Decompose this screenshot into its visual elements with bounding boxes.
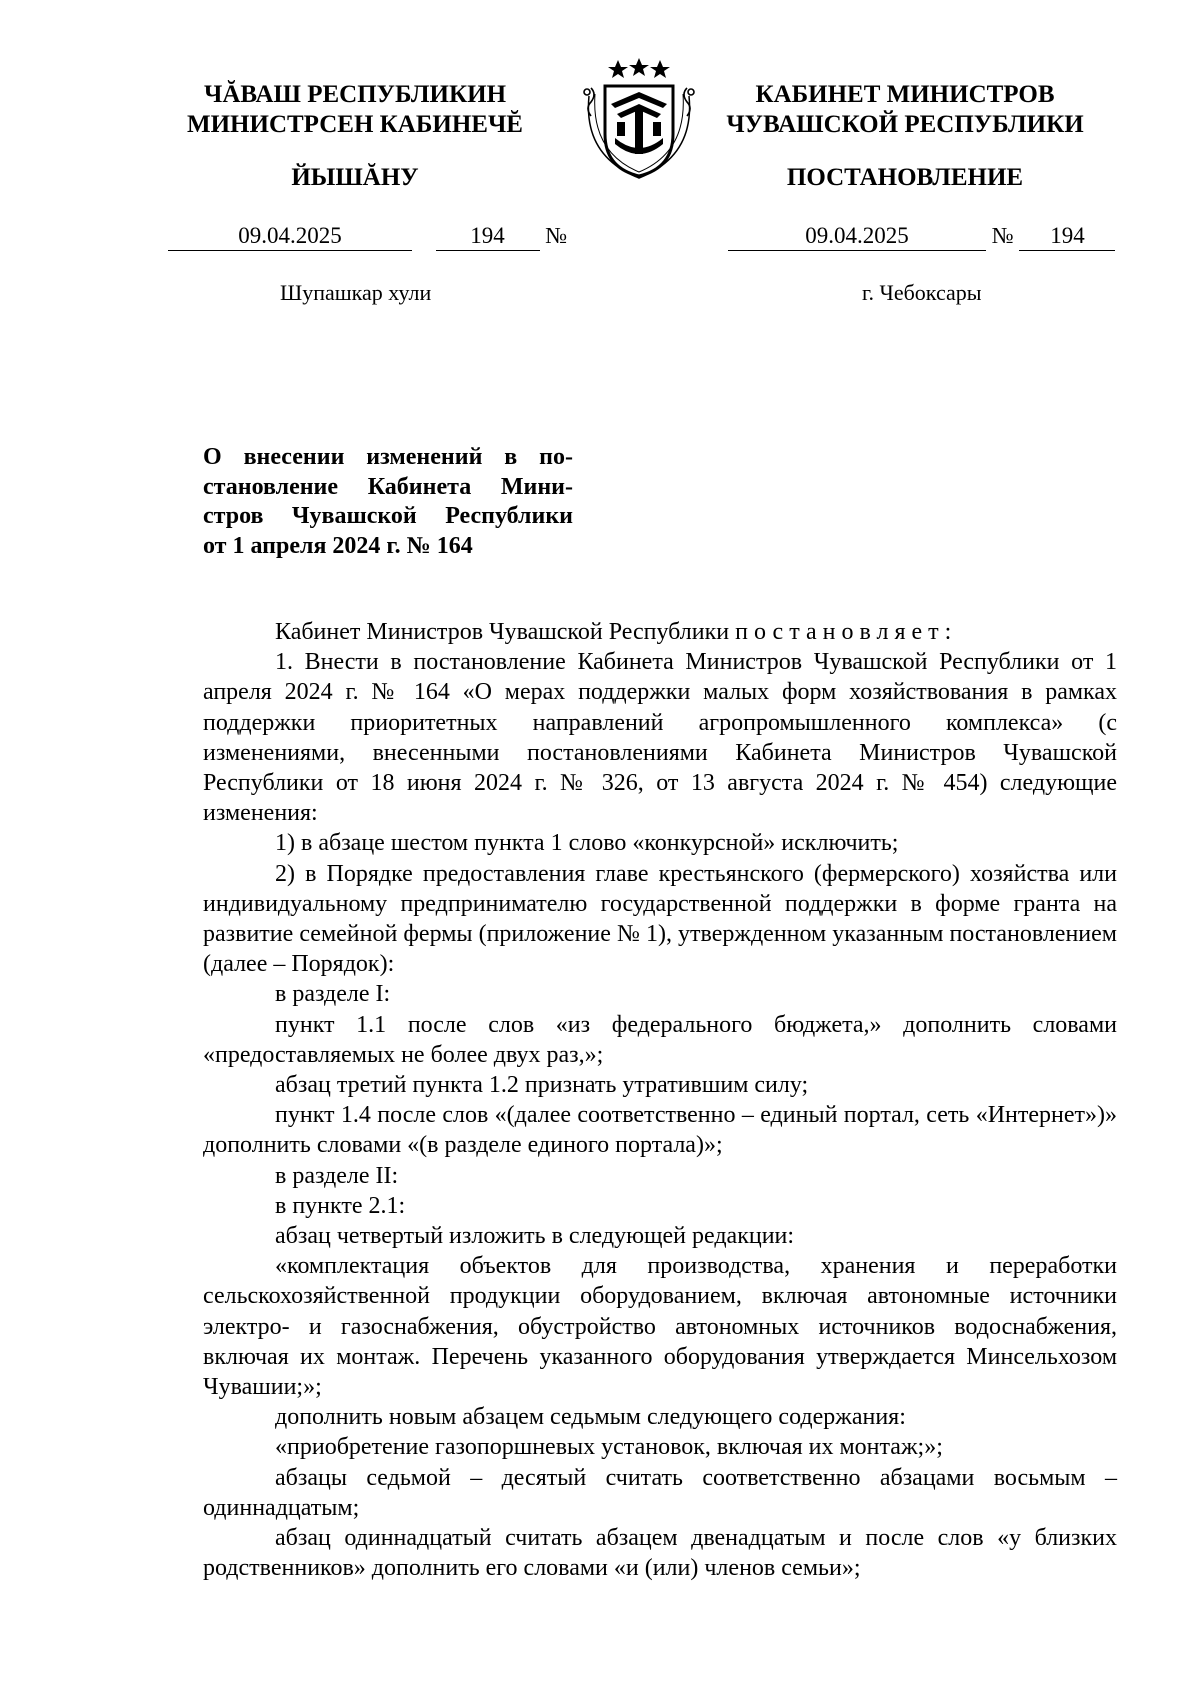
body-paragraph: в пункте 2.1: <box>275 1192 406 1219</box>
registration-left-date: 09.04.2025 <box>168 222 412 251</box>
body-paragraph: «приобретение газопоршневых установок, включая их монтаж;»; <box>275 1434 943 1461</box>
header-right <box>710 80 1100 140</box>
body-paragraph: абзац третий пункта 1.2 признать утратившим силу; <box>275 1072 809 1099</box>
body-paragraph: 2) в Порядке предоставления главе крестьянского (фермерского) хозяйства или индивидуальному предпринимателю государственной поддержки в форме гранта на развитие семейной фермы (приложение № 1), утвержденном указанным постановлением (далее – Порядок): <box>203 860 1117 978</box>
header-left <box>160 80 550 140</box>
title-line: от 1 апреля 2024 г. № 164 <box>203 532 473 559</box>
preamble: Кабинет Министров Чувашской Республики постановляет: <box>275 619 952 645</box>
header-left-line1: ЧĂВАШ РЕСПУБЛИКИН <box>203 81 507 108</box>
place-left: Шупашкар хули <box>280 280 432 305</box>
document-body <box>203 617 1117 1584</box>
body-paragraph: в разделе II: <box>275 1162 399 1189</box>
body-paragraph: абзац одиннадцатый считать абзацем двенадцатым и после слов «у близких родственников» дополнить его словами «и (или) членов семьи»; <box>203 1525 1117 1582</box>
title-line: становление Кабинета Мини- <box>203 473 573 500</box>
registration-right-number: 194 <box>1019 222 1115 251</box>
body-paragraph: пункт 1.1 после слов «из федерального бюджета,» дополнить словами «предоставляемых не более двух раз,»; <box>203 1011 1117 1068</box>
body-paragraph: дополнить новым абзацем седьмым следующего содержания: <box>275 1404 906 1431</box>
document-title <box>203 443 573 561</box>
place-right: г. Чебоксары <box>862 280 982 305</box>
body-paragraph: 1. Внести в постановление Кабинета Министров Чувашской Республики от 1 апреля 2024 г. № 164 «О мерах поддержки малых форм хозяйствования в рамках поддержки приоритетных направлений агропромышленного комплекса» (с изменениями, внесенными постановлениями Кабинета Министров Чувашской Республики от 18 июня 2024 г. № 326, от 13 августа 2024 г. № 454) следующие изменения: <box>203 649 1117 827</box>
body-paragraph: абзац четвертый изложить в следующей редакции: <box>275 1223 795 1250</box>
title-line: стров Чувашской Республики <box>203 503 573 529</box>
body-paragraph: «комплектация объектов для производства, хранения и переработки сельскохозяйственной продукции оборудованием, включая автономные источники электро- и газоснабжения, обустройство автономных источников водоснабжения, включая их монтаж. Перечень указанного оборудования утверждается Минсельхозом Чувашии;»; <box>203 1253 1117 1401</box>
coat-of-arms-icon <box>571 56 707 180</box>
number-sign-right: № <box>991 223 1014 248</box>
registration-left-number: 194 <box>436 222 540 251</box>
number-sign-left: № <box>545 223 568 248</box>
preamble-text: Кабинет Министров Чувашской Республики <box>275 619 736 645</box>
header-left-line2: МИНИСТРСЕН КАБИНЕЧĔ <box>187 111 523 138</box>
registration-right-date: 09.04.2025 <box>728 222 986 251</box>
body-paragraph: 1) в абзаце шестом пункта 1 слово «конкурсной» исключить; <box>275 830 899 857</box>
doctype-right: ПОСТАНОВЛЕНИЕ <box>786 164 1024 191</box>
preamble-resolves: постановляет <box>735 619 945 645</box>
header-right-line1: КАБИНЕТ МИНИСТРОВ <box>755 81 1055 108</box>
registration-right <box>728 222 1115 252</box>
title-line: О внесении изменений в по- <box>203 444 573 470</box>
doctype-left: ЙЫШĂНУ <box>291 164 419 191</box>
header-right-line2: ЧУВАШСКОЙ РЕСПУБЛИКИ <box>726 111 1084 138</box>
body-paragraph: в разделе I: <box>275 981 391 1008</box>
body-paragraph: абзацы седьмой – десятый считать соответственно абзацами восьмым – одиннадцатым; <box>203 1464 1117 1521</box>
registration-left <box>168 222 567 252</box>
body-paragraph: пункт 1.4 после слов «(далее соответственно – единый портал, сеть «Интернет»)» дополнить словами «(в разделе единого портала)»; <box>203 1102 1117 1159</box>
